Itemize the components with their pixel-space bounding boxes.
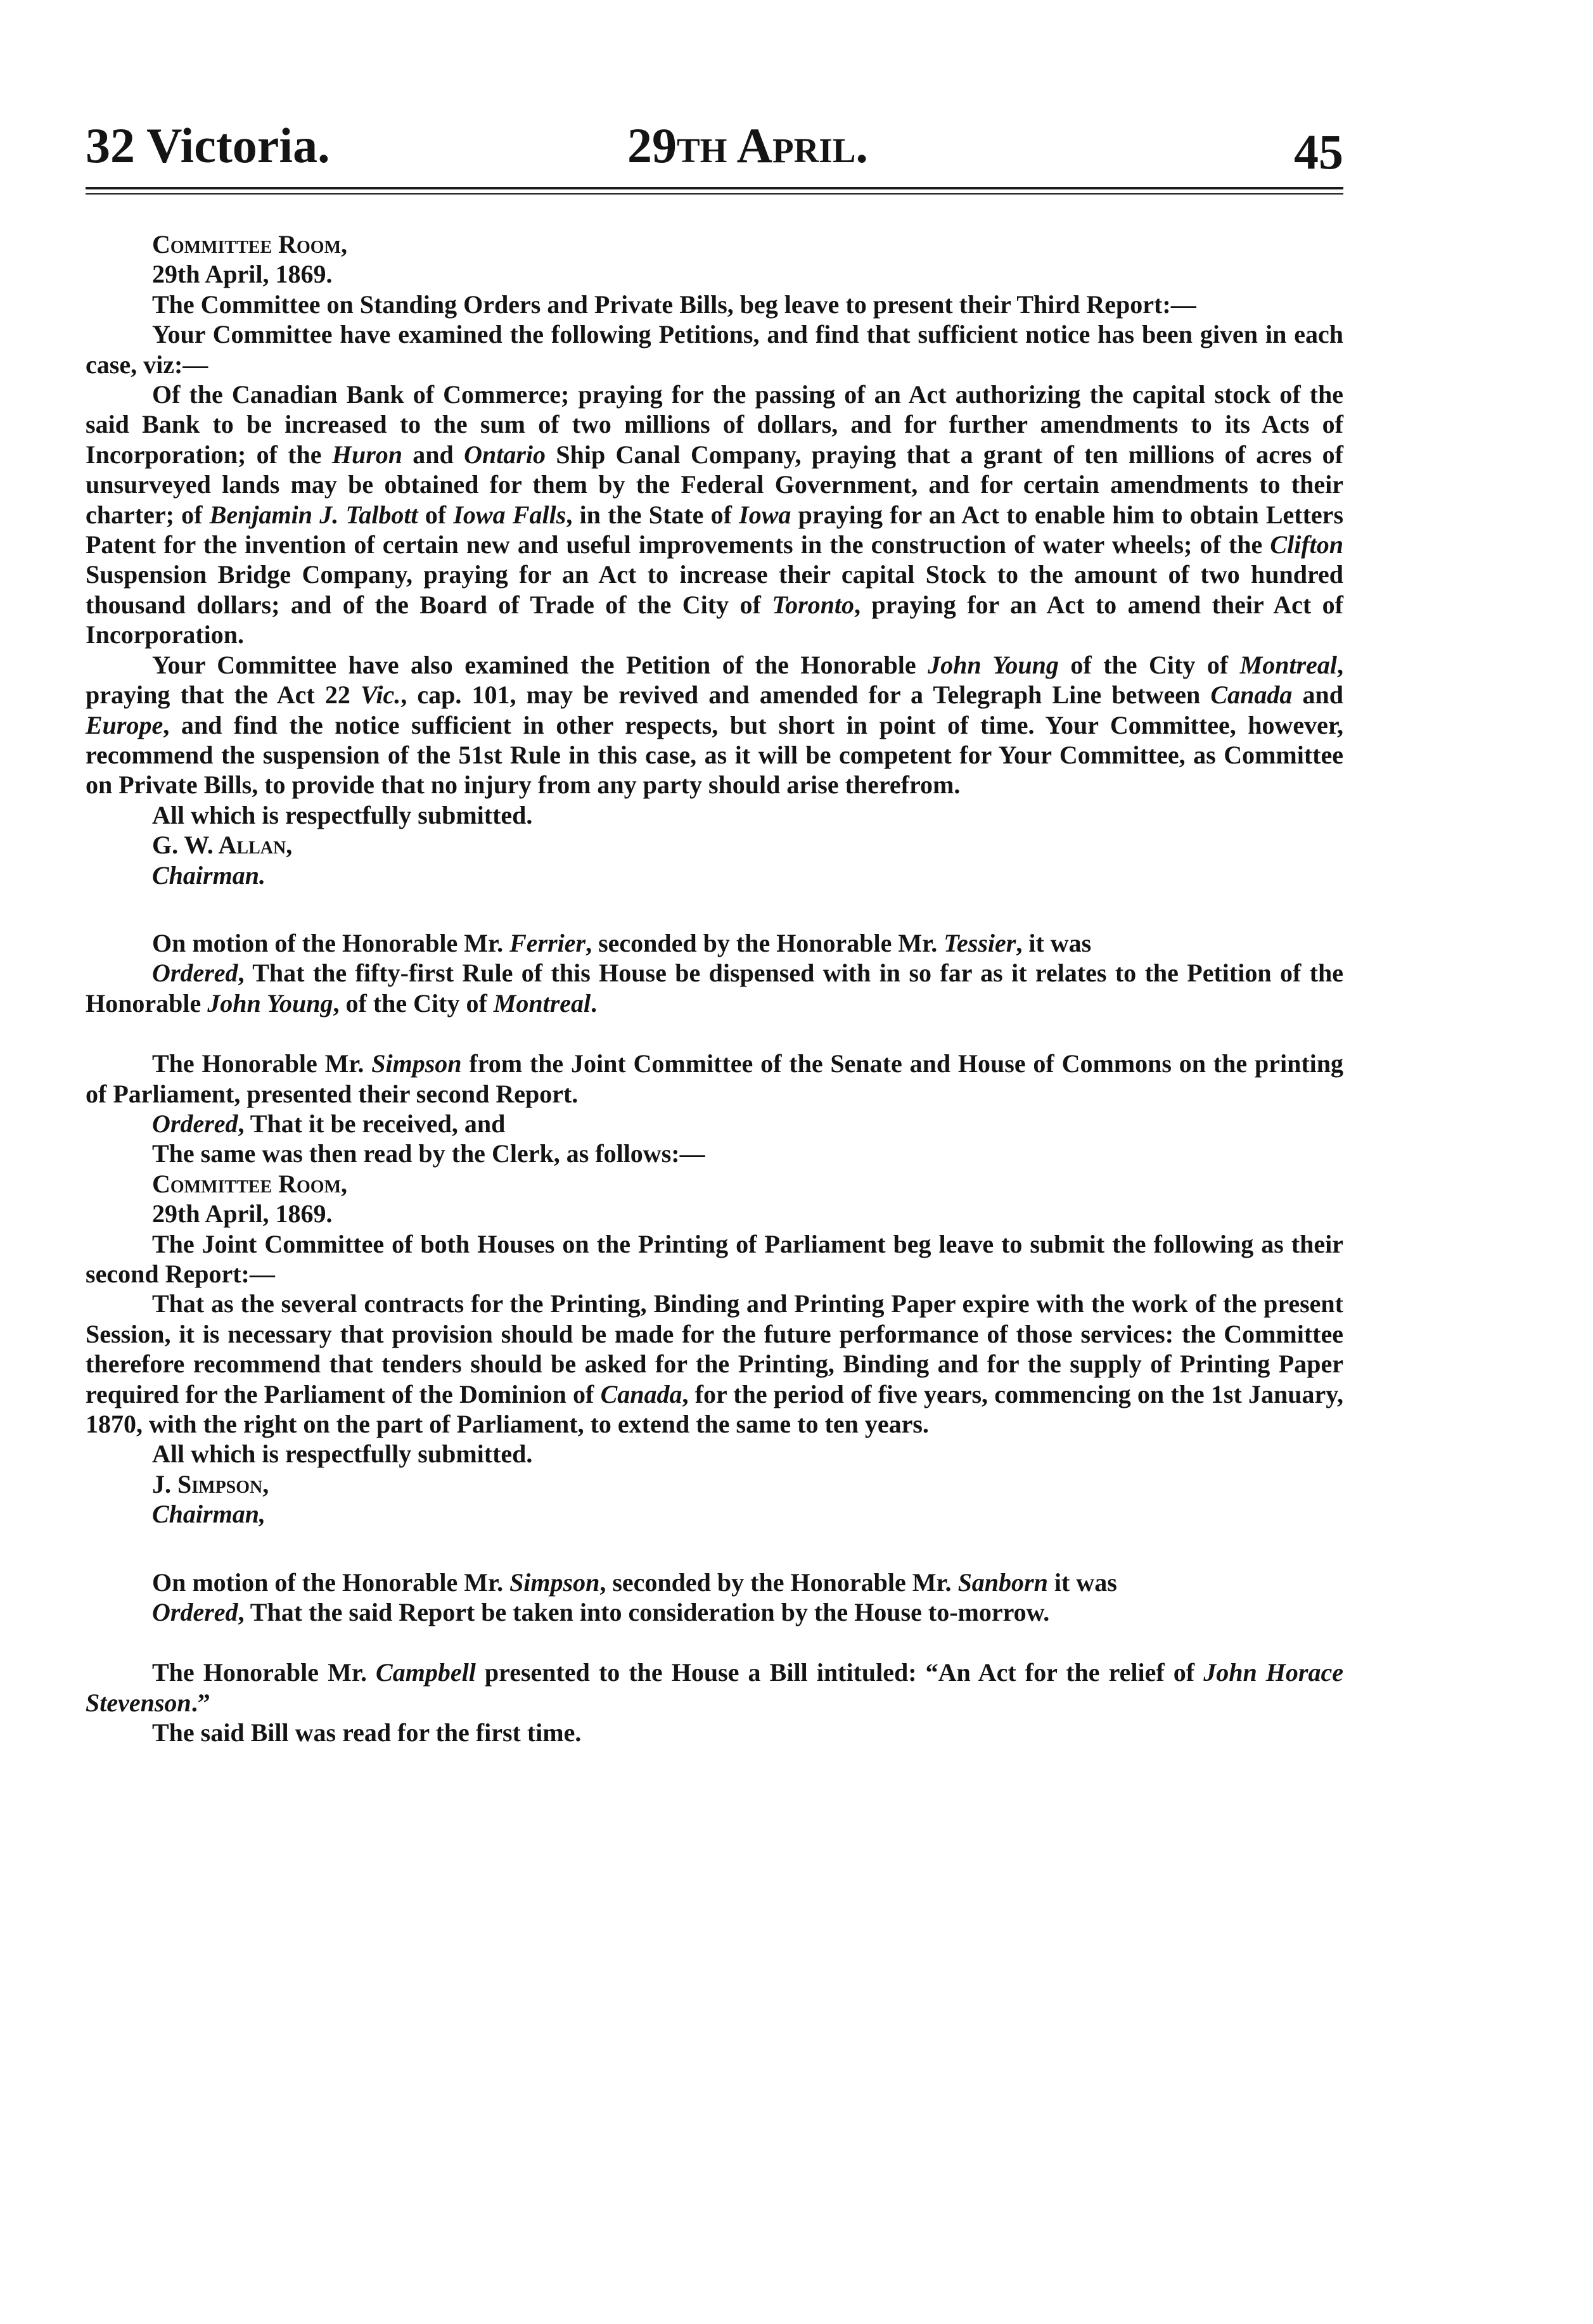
page <box>86 95 1343 1748</box>
motion1-text: On motion of the Honorable Mr. Ferrier, seconded by the Honorable Mr. Tessier, it was <box>152 928 1092 957</box>
header-regnal-year: 32 Victoria. <box>86 118 330 173</box>
header-date: 29th April. <box>627 118 868 173</box>
report1-dateline <box>86 229 1343 290</box>
report1-para3: Your Committee have also examined the Petition of the Honorable John Young of the City of Montreal, praying that the Act 22 Vic., cap. 101, may be revived and amended for a Telegraph Line between Canada and Europe, and find the notice sufficient in other respects, but short in point of time. Your Committee, however, recommend the suspension of the 51st Rule in this case, as it will be competent for Your Committee, as Committee on Private Bills, to provide that no injury from any party should arise therefrom. <box>86 650 1344 800</box>
report2-signature <box>86 1469 1343 1529</box>
spacer <box>86 1529 1343 1567</box>
report2-para1: That as the several contracts for the Printing, Binding and Printing Paper expire with the work of the present Session, it is necessary that provision should be made for the future performance of those services: the Committee therefore recommend that tenders should be asked for the Printing, Binding and for the supply of Printing Paper required for the Parliament of the Dominion of Canada, for the period of five years, commencing on the 1st January, 1870, with the right on the part of Parliament, to extend the same to ten years. <box>86 1289 1343 1439</box>
report2-dateline <box>86 1169 1343 1229</box>
simpson-read: The same was then read by the Clerk, as follows:— <box>152 1139 705 1168</box>
page-number: 45 <box>1294 124 1343 179</box>
motion2-text: On motion of the Honorable Mr. Simpson, seconded by the Honorable Mr. Sanborn it was <box>152 1567 1117 1597</box>
bill-first-reading: The said Bill was read for the first time. <box>152 1718 582 1747</box>
header-rule <box>86 187 1343 195</box>
report2-signature-name: J. Simpson, <box>152 1469 269 1498</box>
report2-dateline-date: 29th April, 1869. <box>152 1199 333 1229</box>
spacer <box>86 1627 1343 1657</box>
spacer <box>86 1018 1343 1049</box>
simpson-presentation: The Honorable Mr. Simpson from the Joint Committee of the Senate and House of Commons on the printing of Parliament, presented their second Report. <box>86 1049 1343 1108</box>
report1-signature-name: G. W. Allan, <box>152 831 293 860</box>
report1-closing: All which is respectfully submitted. <box>152 800 533 829</box>
motion2-order: Ordered, That the said Report be taken into consideration by the House to-morrow. <box>152 1598 1050 1627</box>
simpson-order: Ordered, That it be received, and <box>152 1109 506 1138</box>
journal-body <box>86 229 1343 1748</box>
report1-signature <box>86 830 1343 890</box>
bill-presentation: The Honorable Mr. Campbell presented to the House a Bill intituled: “An Act for the relief of John Horace Stevenson.” <box>86 1658 1343 1717</box>
report2-intro: The Joint Committee of both Houses on the Printing of Parliament beg leave to submit the following as their second Report:— <box>86 1229 1343 1288</box>
running-head <box>86 95 1343 184</box>
motion1-order: Ordered, That the fifty-first Rule of this House be dispensed with in so far as it relates to the Petition of the Honorable John Young, of the City of Montreal. <box>86 959 1343 1018</box>
report2-signature-title: Chairman, <box>152 1500 266 1529</box>
report1-para1: Your Committee have examined the following Petitions, and find that sufficient notice has been given in each case, viz:— <box>86 320 1343 379</box>
report1-intro: The Committee on Standing Orders and Private Bills, beg leave to present their Third Report:— <box>152 290 1196 319</box>
report2-closing: All which is respectfully submitted. <box>152 1440 533 1469</box>
report1-dateline-place: Committee Room, <box>152 230 347 259</box>
report1-dateline-date: 29th April, 1869. <box>152 260 333 289</box>
report1-para2: Of the Canadian Bank of Commerce; praying for the passing of an Act authorizing the capital stock of the said Bank to be increased to the sum of two millions of dollars, and for further amendments to its Acts of Incorporation; of the Huron and Ontario Ship Canal Company, praying that a grant of ten millions of acres of unsurveyed lands may be obtained for them by the Federal Government, and for certain amendments to their charter; of Benjamin J. Talbott of Iowa Falls, in the State of Iowa praying for an Act to enable him to obtain Letters Patent for the invention of certain new and useful improvements in the construction of water wheels; of the Clifton Suspension Bridge Company, praying for an Act to increase their capital Stock to the amount of two hundred thousand dollars; and of the Board of Trade of the City of Toronto, praying for an Act to amend their Act of Incorporation. <box>86 380 1344 649</box>
report2-dateline-place: Committee Room, <box>152 1169 347 1198</box>
spacer <box>86 890 1343 928</box>
report1-signature-title: Chairman. <box>152 860 266 890</box>
